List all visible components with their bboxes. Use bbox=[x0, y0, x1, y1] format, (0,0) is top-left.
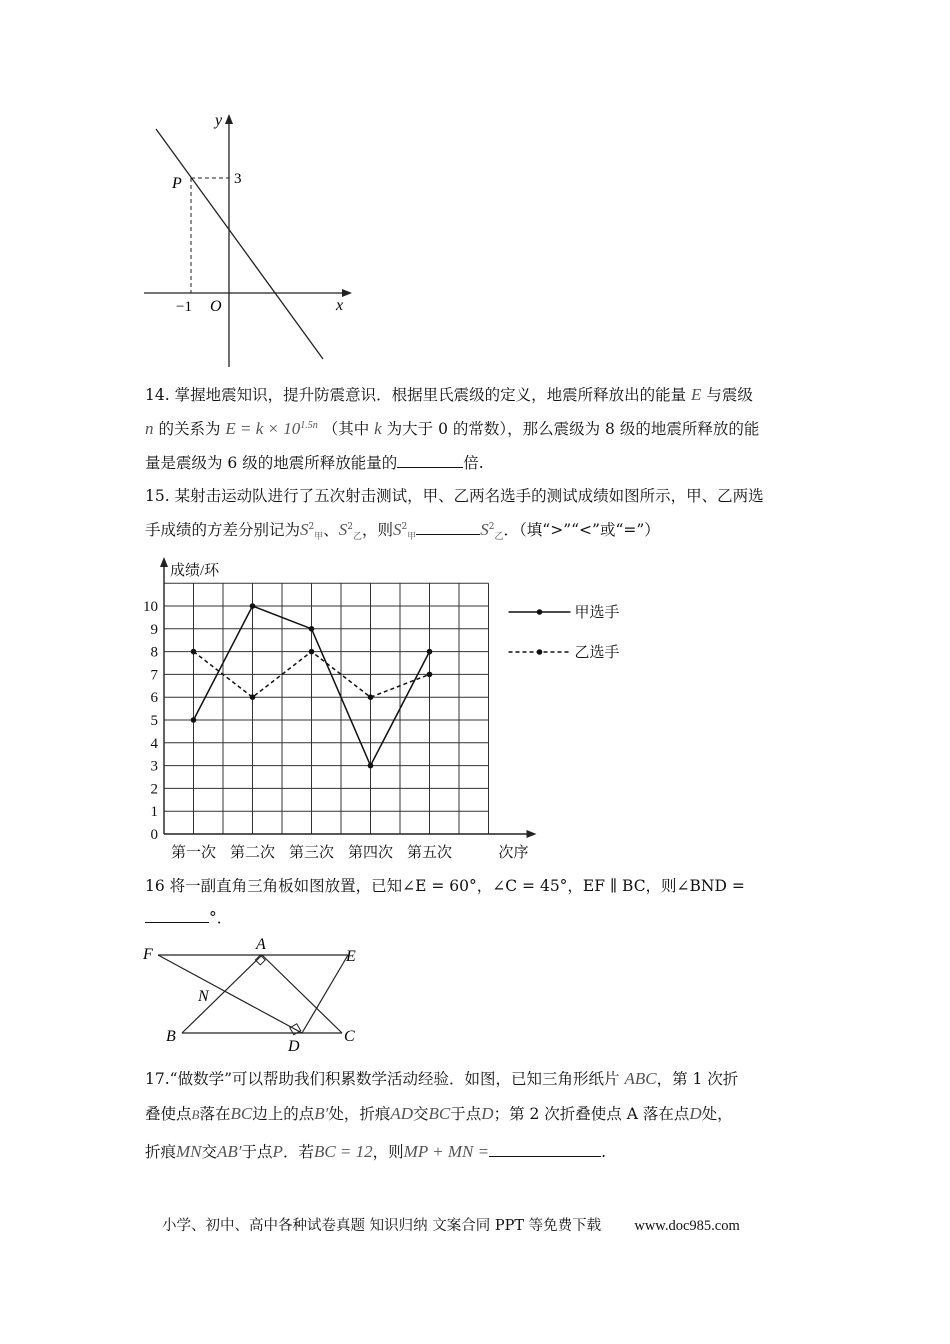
y-axis-label: y bbox=[215, 112, 223, 129]
data-point bbox=[250, 694, 256, 700]
point-p-label: P bbox=[172, 175, 182, 192]
q16-answer-blank[interactable] bbox=[145, 908, 209, 923]
data-point bbox=[427, 649, 433, 655]
q14-var-n: n bbox=[145, 419, 154, 438]
q16-text: °． bbox=[209, 909, 233, 927]
label-c: C bbox=[344, 1028, 355, 1045]
data-point bbox=[309, 649, 315, 655]
q14-exponent: 1.5n bbox=[300, 419, 318, 431]
legend-marker bbox=[537, 609, 543, 615]
q15-text: ，则 bbox=[362, 521, 394, 539]
segment-ac bbox=[262, 955, 342, 1033]
data-point bbox=[368, 763, 374, 769]
q15-s-yi: S bbox=[338, 520, 348, 539]
q15-text: ．（填“>”“<”或“=”） bbox=[503, 521, 660, 539]
question-17-line-2: 叠使点B落在BC边上的点B′处，折痕AD交BC于点D；第 2 次折叠使点 A 落在点D处， bbox=[145, 1104, 733, 1123]
q14-text: 与震级 bbox=[706, 386, 753, 404]
graph-line bbox=[156, 129, 323, 359]
q17-answer-blank[interactable] bbox=[489, 1142, 601, 1157]
y-tick-label: 3 bbox=[150, 758, 158, 775]
data-point bbox=[309, 626, 315, 632]
x-axis-label: x bbox=[336, 297, 344, 314]
legend-marker bbox=[537, 649, 543, 655]
q15-text: 手成绩的方差分别记为 bbox=[145, 521, 301, 539]
q14-answer-blank[interactable] bbox=[397, 453, 463, 468]
question-17-line-1 bbox=[145, 1067, 738, 1089]
data-point bbox=[427, 672, 433, 678]
x-axis-arrow-icon bbox=[527, 830, 537, 838]
footer-link[interactable]: www.doc985.com bbox=[634, 1218, 740, 1234]
label-f: F bbox=[143, 946, 153, 963]
origin-label: O bbox=[210, 298, 222, 315]
x-tick-minus-1: −1 bbox=[176, 299, 192, 315]
x-category-label: 第三次 bbox=[288, 845, 335, 861]
q17-text: ，第 1 次折 bbox=[656, 1070, 739, 1088]
y-axis-arrow-icon bbox=[225, 114, 233, 124]
segment-de bbox=[302, 955, 348, 1033]
question-15-line-2: 手成绩的方差分别记为$S^2_甲$、$S^2_乙$，则$S^2_甲$ $S^2_乙$．（填“>”“<”或“=”） bbox=[145, 520, 660, 543]
question-14-line-3 bbox=[145, 451, 484, 473]
page-footer bbox=[162, 1214, 740, 1235]
q14-text: 为大于 0 的常数），那么震级为 8 级的地震所释放的能 bbox=[386, 420, 760, 438]
y-tick-label: 9 bbox=[150, 621, 158, 638]
q14-var-k: k bbox=[374, 419, 382, 438]
question-14-line-2 bbox=[145, 417, 759, 439]
y-tick-label: 1 bbox=[150, 804, 158, 821]
y-axis-title: 成绩/环 bbox=[170, 563, 220, 579]
x-category-label: 第四次 bbox=[347, 845, 394, 861]
q17-var-abc: ABC bbox=[624, 1069, 657, 1088]
q16-text: 16 将一副直角三角板如图放置，已知∠E = 60°，∠C = 45°，EF ∥ BC，则∠BND = bbox=[145, 877, 745, 895]
footer-left-text: 小学、初中、高中各种试卷真题 知识归纳 文案合同 PPT 等免费下载 bbox=[162, 1218, 602, 1234]
legend-label: 甲选手 bbox=[574, 605, 620, 621]
q15-s-jia: S bbox=[300, 520, 309, 539]
label-e: E bbox=[346, 948, 356, 965]
x-axis-title: 次序 bbox=[498, 845, 529, 861]
x-category-label: 第二次 bbox=[229, 845, 276, 861]
q14-formula: E = k × 10 bbox=[225, 419, 301, 438]
label-d: D bbox=[288, 1038, 300, 1055]
q15-text: 15. 某射击运动队进行了五次射击测试，甲、乙两名选手的测试成绩如图所示，甲、乙两选 bbox=[145, 487, 764, 505]
q14-text: （其中 bbox=[322, 420, 370, 438]
y-tick-label: 10 bbox=[143, 599, 158, 615]
question-15-line-1 bbox=[145, 484, 764, 506]
q14-text: 14. 掌握地震知识，提升防震意识．根据里氏震级的定义，地震所释放出的能量 bbox=[145, 386, 687, 404]
y-tick-label: 2 bbox=[150, 781, 158, 798]
legend-label: 乙选手 bbox=[574, 645, 620, 661]
label-a: A bbox=[256, 936, 266, 953]
x-axis-arrow-icon bbox=[342, 289, 352, 297]
segment-ba bbox=[182, 955, 262, 1033]
linear-function-graph bbox=[140, 105, 360, 370]
triangle-rulers-figure bbox=[140, 935, 370, 1055]
segment-fd bbox=[158, 955, 302, 1033]
x-category-label: 第五次 bbox=[406, 845, 453, 861]
label-b: B bbox=[166, 1028, 176, 1045]
y-tick-label: 4 bbox=[150, 735, 158, 752]
question-16-line-2 bbox=[145, 906, 232, 928]
question-17-line-3: 折痕MN交AB′于点P．若BC = 12，则MP + MN = . bbox=[145, 1142, 607, 1161]
q14-var-e: E bbox=[691, 385, 702, 404]
data-point bbox=[191, 717, 197, 723]
y-tick-label: 5 bbox=[150, 713, 158, 729]
y-tick-label: 8 bbox=[150, 644, 158, 661]
q15-answer-blank[interactable] bbox=[416, 520, 480, 535]
data-point bbox=[191, 649, 197, 655]
q14-text: 的关系为 bbox=[158, 420, 221, 438]
data-point bbox=[368, 694, 374, 700]
q14-text: 倍. bbox=[463, 454, 484, 472]
label-n: N bbox=[198, 988, 209, 1005]
question-16-line-1 bbox=[145, 874, 745, 896]
y-tick-label: 6 bbox=[150, 690, 158, 707]
q14-text: 量是震级为 6 级的地震所释放能量的 bbox=[145, 454, 398, 472]
y-tick-3: 3 bbox=[234, 171, 242, 187]
y-tick-label: 0 bbox=[150, 827, 158, 843]
question-14-line-1 bbox=[145, 383, 753, 405]
data-point bbox=[250, 603, 256, 609]
y-axis-arrow-icon bbox=[160, 557, 168, 567]
y-tick-label: 7 bbox=[150, 667, 158, 684]
shooting-scores-chart bbox=[140, 555, 640, 870]
q17-text: 17.“做数学”可以帮助我们积累数学活动经验．如图，已知三角形纸片 bbox=[145, 1070, 620, 1088]
x-category-label: 第一次 bbox=[170, 845, 217, 861]
